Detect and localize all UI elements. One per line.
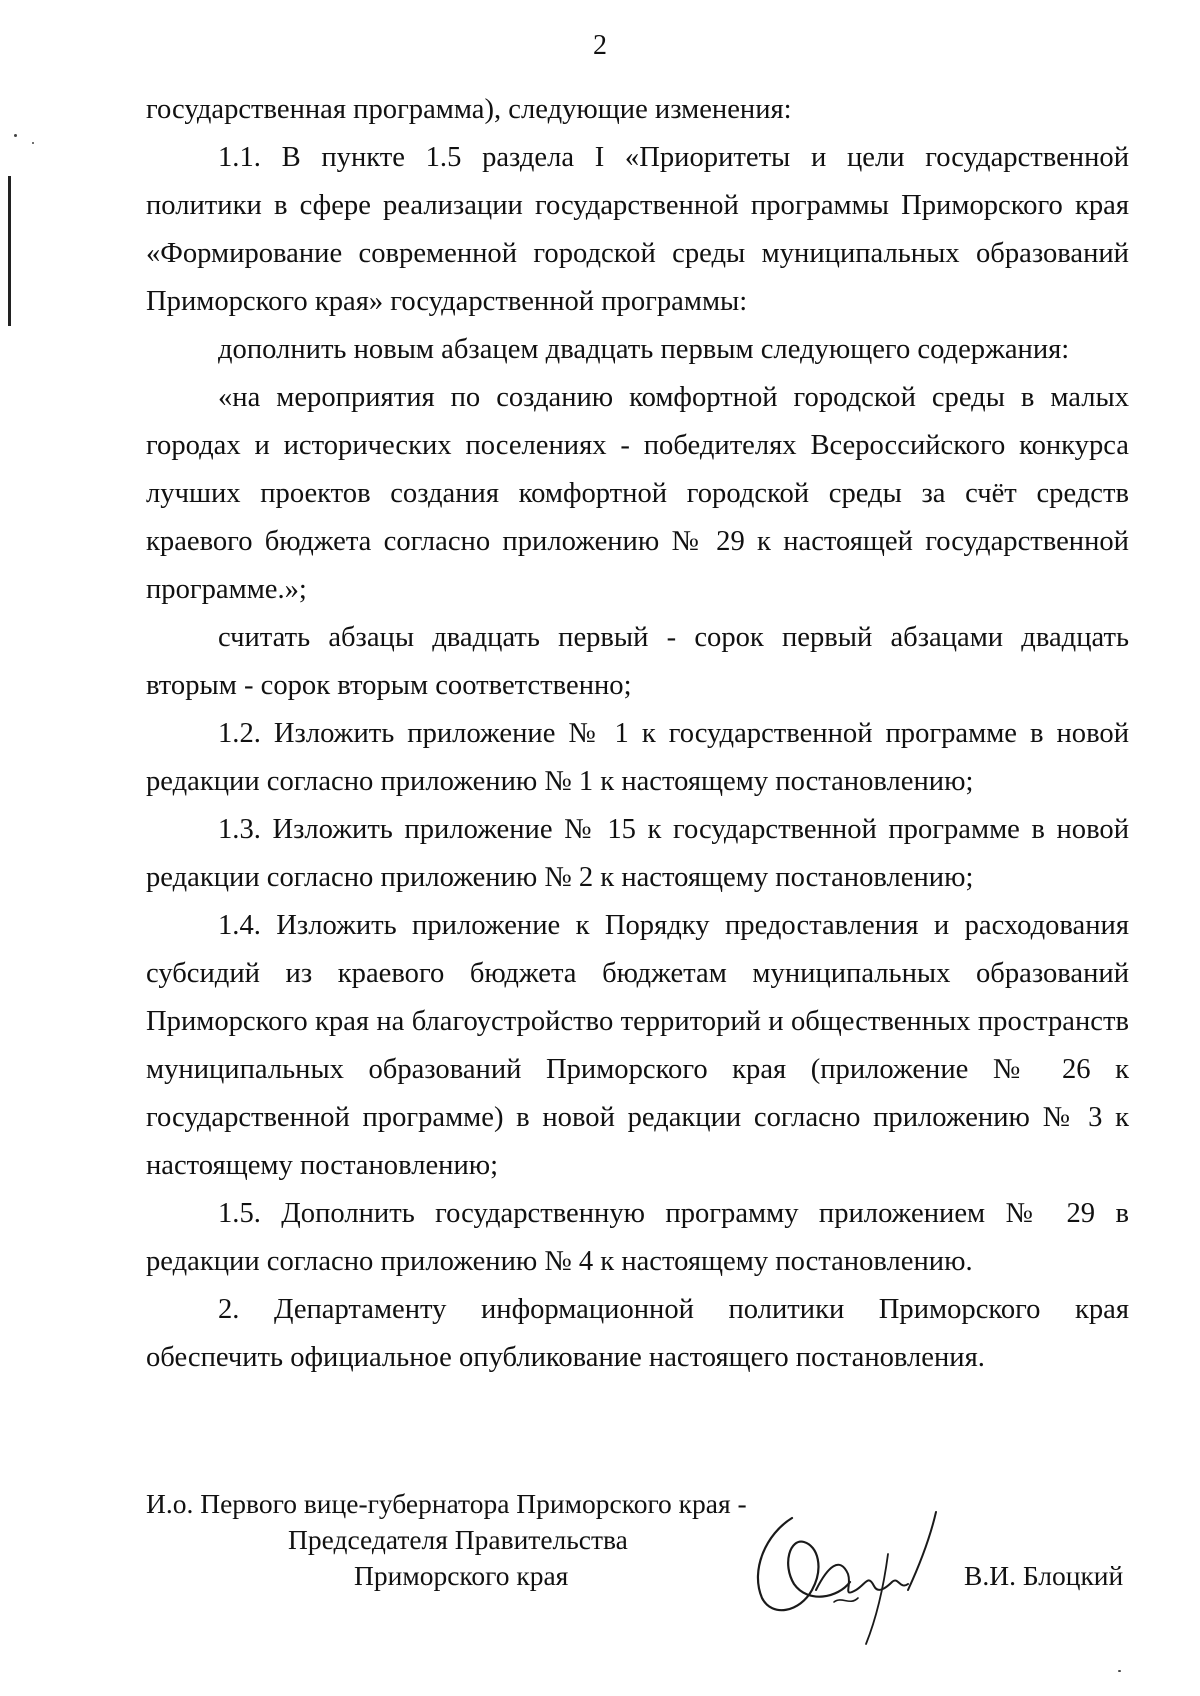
scan-speck <box>14 134 17 137</box>
paragraph-quote: «на мероприятия по созданию комфортной городской среды в малых городах и исторических поселениях - победителях Всероссийского конкурса лучших проектов создания комфортной городской среды за счёт средств краевого бюджета согласно приложению № 29 к настоящей государственной программе.»; <box>146 382 1129 605</box>
paragraph-2: 2. Департаменту информационной политики Приморского края обеспечить официальное опубликование настоящего постановления. <box>146 1294 1129 1373</box>
margin-scan-mark <box>8 176 11 326</box>
paragraph-1-5: 1.5. Дополнить государственную программу приложением № 29 в редакции согласно приложению № 4 к настоящему постановлению. <box>146 1198 1129 1277</box>
paragraph-intro-continuation: государственная программа), следующие изменения: <box>146 94 792 125</box>
signatory-title-line-1: И.о. Первого вице-губернатора Приморского края - <box>146 1488 747 1519</box>
document-body <box>146 86 1129 1382</box>
signature-block <box>146 1486 1146 1686</box>
handwritten-signature <box>738 1494 958 1654</box>
paragraph-supplement: дополнить новым абзацем двадцать первым следующего содержания: <box>218 334 1070 365</box>
paragraph-1-4: 1.4. Изложить приложение к Порядку предоставления и расходования субсидий из краевого бюджета бюджетам муниципальных образований Приморского края на благоустройство территорий и общественных пространств муниципальных образований Приморского края (приложение № 26 к государственной программе) в новой редакции согласно приложению № 3 к настоящему постановлению; <box>146 910 1129 1181</box>
paragraph-1-3: 1.3. Изложить приложение № 15 к государственной программе в новой редакции согласно приложению № 2 к настоящему постановлению; <box>146 814 1129 893</box>
paragraph-1-1: 1.1. В пункте 1.5 раздела I «Приоритеты и цели государственной политики в сфере реализации государственной программы Приморского края «Формирование современной городской среды муниципальных образований Приморского края» государственной программы: <box>146 142 1129 317</box>
page-number: 2 <box>593 30 607 61</box>
paragraph-renumber: считать абзацы двадцать первый - сорок первый абзацами двадцать вторым - сорок вторым соответственно; <box>146 622 1129 701</box>
paragraph-1-2: 1.2. Изложить приложение № 1 к государственной программе в новой редакции согласно приложению № 1 к настоящему постановлению; <box>146 718 1129 797</box>
signatory-title-line-2: Председателя Правительства <box>288 1524 628 1555</box>
signatory-title-line-3: Приморского края <box>354 1560 569 1591</box>
scan-speck <box>32 142 34 144</box>
signatory-name: В.И. Блоцкий <box>964 1560 1124 1591</box>
